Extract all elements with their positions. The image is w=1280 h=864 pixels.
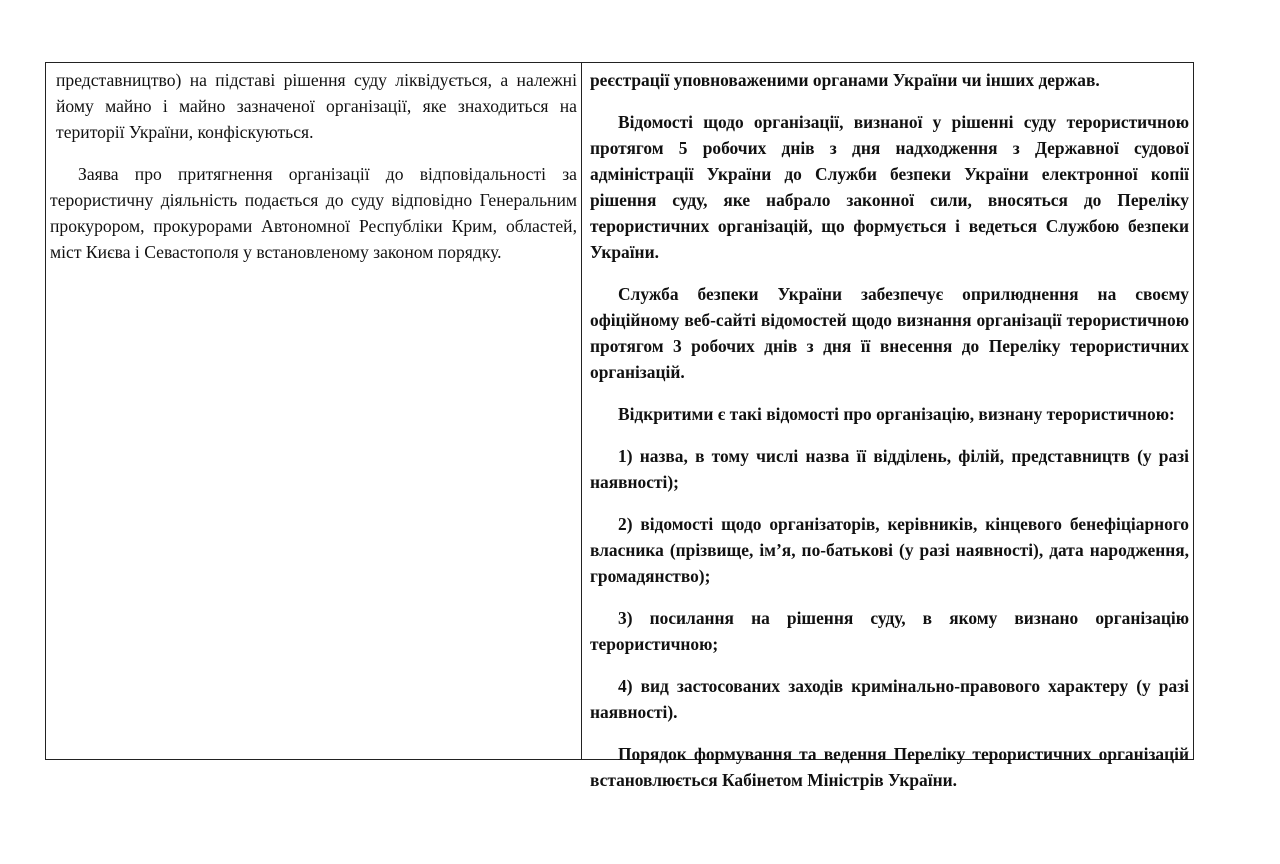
left-paragraph-1: представництво) на підставі рішення суду ліквідується, а належні йому майно і майно зазначеної організації, яке знаходиться на території України, конфіскуються. bbox=[56, 70, 577, 142]
right-paragraph-1: реєстрації уповноваженими органами України чи інших держав. bbox=[590, 70, 1100, 90]
comparison-table bbox=[45, 62, 1194, 790]
right-list-item-4: 4) вид застосованих заходів кримінально-правового характеру (у разі наявності). bbox=[590, 676, 1189, 722]
right-list-item-2: 2) відомості щодо організаторів, керівників, кінцевого бенефіціарного власника (прізвище, ім’я, по-батькові (у разі наявності), дата народження, громадянство); bbox=[590, 514, 1189, 586]
right-paragraph-2: Відомості щодо організації, визнаної у рішенні суду терористичною протягом 5 робочих днів з дня надходження з Державної судової адміністрації України до Служби безпеки України електронної копії рішення суду, яке набрало законної сили, вносяться до Переліку терористичних організацій, що формується і ведеться Службою безпеки України. bbox=[590, 112, 1189, 262]
right-list-item-1: 1) назва, в тому числі назва її відділень, філій, представництв (у разі наявності); bbox=[590, 446, 1189, 492]
right-paragraph-3: Служба безпеки України забезпечує оприлюднення на своєму офіційному веб-сайті відомостей щодо визнання організації терористичною протягом 3 робочих днів з дня її внесення до Переліку терористичних організацій. bbox=[590, 284, 1189, 382]
right-list-item-3: 3) посилання на рішення суду, в якому визнано організацію терористичною; bbox=[590, 608, 1189, 654]
right-paragraph-final: Порядок формування та ведення Переліку терористичних організацій встановлюється Кабінетом Міністрів України. bbox=[590, 744, 1189, 790]
right-column bbox=[582, 63, 1193, 790]
left-column bbox=[46, 63, 582, 759]
right-paragraph-4: Відкритими є такі відомості про організацію, визнану терористичною: bbox=[618, 404, 1175, 424]
left-paragraph-2: Заява про притягнення організації до відповідальності за терористичну діяльність подається до суду відповідно Генеральним прокурором, прокурорами Автономної Республіки Крим, областей, міст Києва і Севастополя у встановленому законом порядку. bbox=[50, 164, 577, 262]
